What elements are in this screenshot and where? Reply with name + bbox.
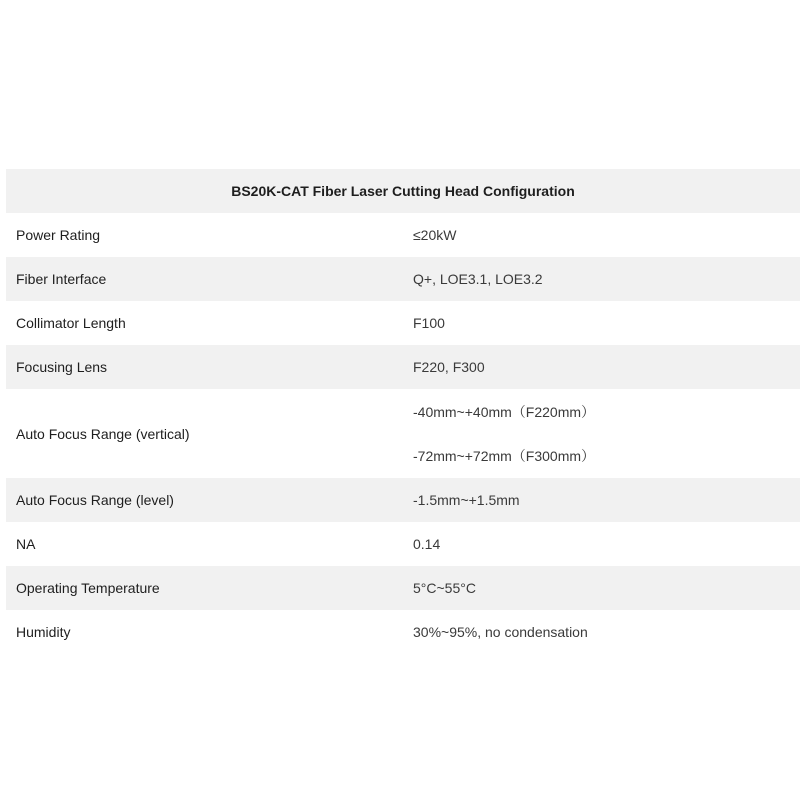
- table-row-fiber-interface: [6, 257, 800, 301]
- table-row-power-rating: [6, 213, 800, 257]
- table-row-auto-focus-level: [6, 478, 800, 522]
- table-row-focusing-lens: [6, 345, 800, 389]
- table-row-collimator-length: [6, 301, 800, 345]
- row-value-line: -72mm~+72mm（F300mm）: [413, 447, 596, 464]
- table-row-humidity: [6, 610, 800, 654]
- row-value: 5°C~55°C: [413, 580, 476, 596]
- row-value: F220, F300: [413, 359, 485, 375]
- spec-table: [6, 169, 800, 654]
- table-row-na: [6, 522, 800, 566]
- row-label: Auto Focus Range (level): [16, 492, 174, 508]
- row-value: [403, 389, 800, 478]
- row-label: Focusing Lens: [16, 359, 108, 375]
- row-label: Humidity: [16, 624, 71, 640]
- table-row-operating-temperature: [6, 566, 800, 610]
- row-value: Q+, LOE3.1, LOE3.2: [413, 271, 543, 287]
- row-label: Auto Focus Range (vertical): [16, 425, 190, 442]
- row-value: ≤20kW: [413, 227, 457, 243]
- row-label: Power Rating: [16, 227, 101, 243]
- row-label: NA: [16, 536, 36, 552]
- row-value: 30%~95%, no condensation: [413, 624, 588, 640]
- spec-table-body: [6, 213, 800, 654]
- row-label: Fiber Interface: [16, 271, 107, 287]
- table-title: BS20K-CAT Fiber Laser Cutting Head Configuration: [231, 183, 575, 199]
- row-label: Collimator Length: [16, 315, 126, 331]
- table-row-auto-focus-vertical: [6, 389, 800, 478]
- row-label: Operating Temperature: [16, 580, 160, 596]
- row-value-line: -40mm~+40mm（F220mm）: [413, 403, 596, 420]
- row-value: -1.5mm~+1.5mm: [413, 492, 520, 508]
- header-row: [6, 169, 800, 213]
- row-value: 0.14: [413, 536, 441, 552]
- spec-table-header: [6, 169, 800, 213]
- row-value: F100: [413, 315, 445, 331]
